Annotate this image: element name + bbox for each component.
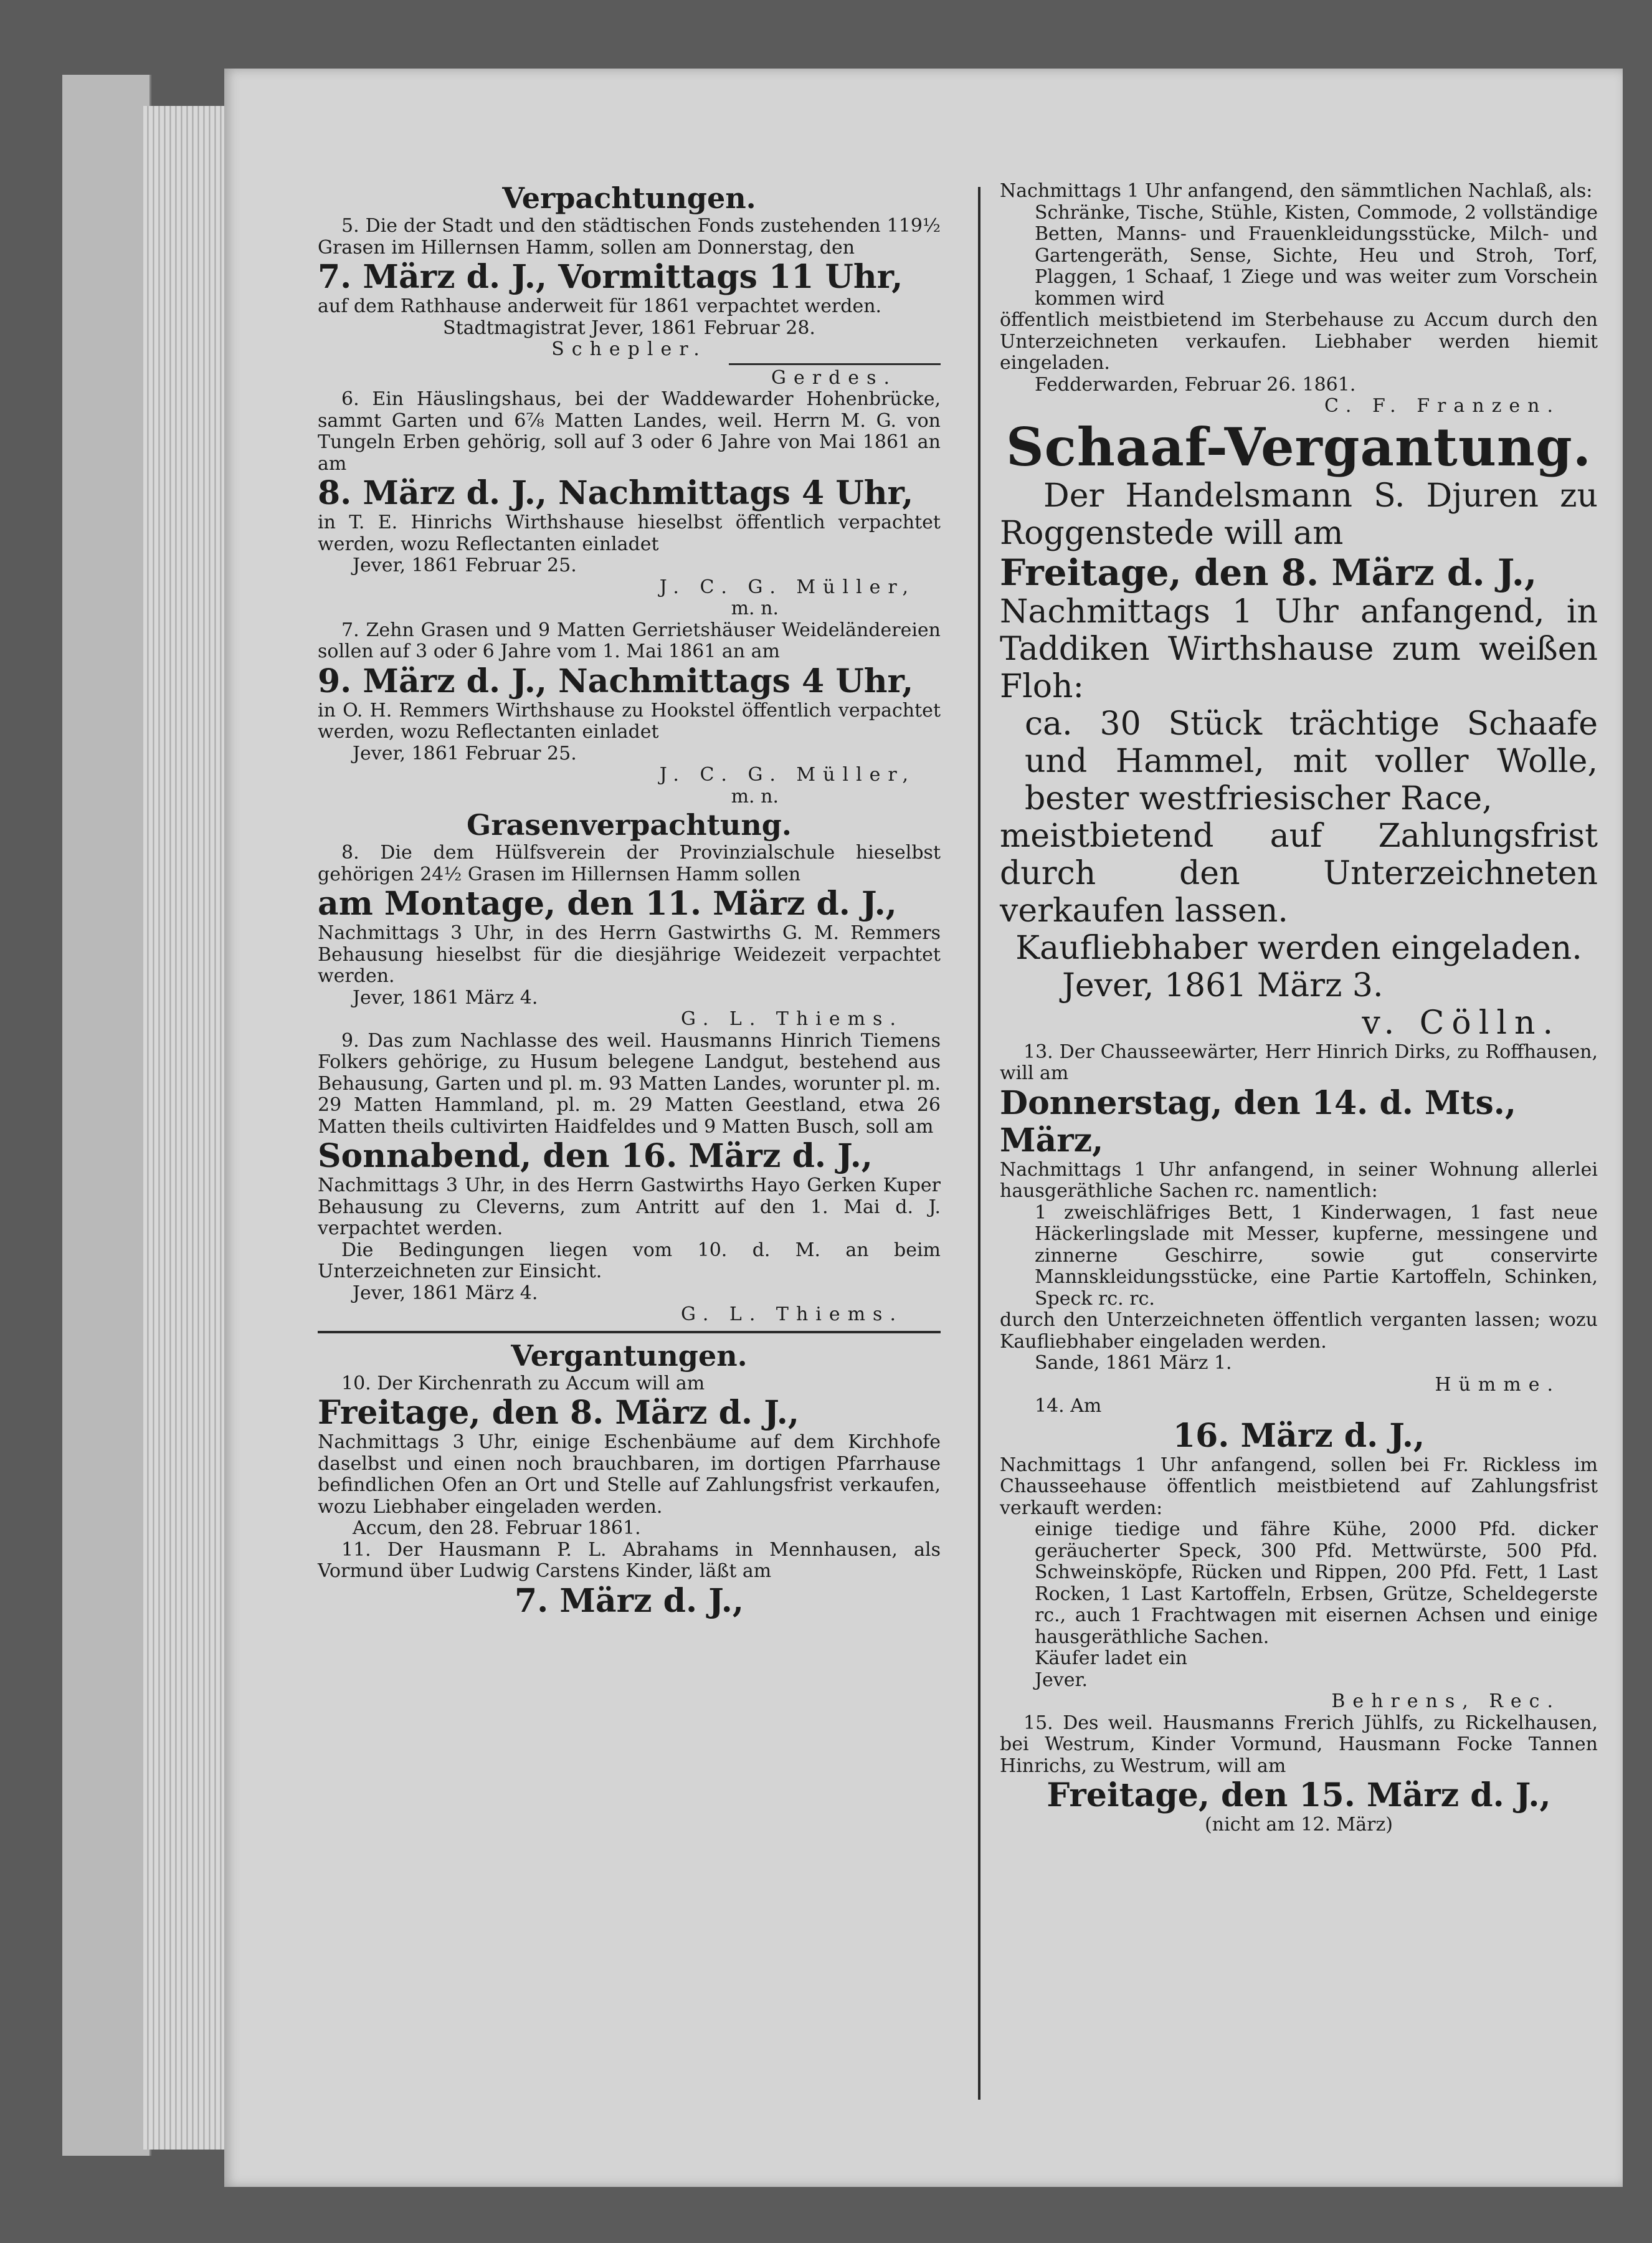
column-rule <box>978 187 980 2100</box>
schaaf-items: ca. 30 Stück trächtige Schaafe und Hammel, mit voller Wolle, bester westfriesischer Race, <box>1025 705 1598 817</box>
notice-7-signature-2: m. n. <box>731 785 779 807</box>
section-heading-vergantungen: Vergantungen. <box>511 1338 748 1373</box>
notice-6-signature: J. C. G. Müller, <box>659 576 916 598</box>
notice-13-place: Sande, 1861 März 1. <box>1035 1352 1232 1374</box>
notice-5-place: Stadtmagistrat Jever, 1861 Februar 28. <box>443 317 815 339</box>
notice-11-signature: C. F. Franzen. <box>1324 395 1560 417</box>
notice-13-rest-2: durch den Unterzeichneten öffentlich verganten lassen; wozu Kaufliebhaber eingeladen werden. <box>1000 1309 1598 1353</box>
notice-5-rest: auf dem Rathhause anderweit für 1861 verpachtet werden. <box>318 295 882 317</box>
notice-7-date: 9. März d. J., Nachmittags 4 Uhr, <box>318 662 914 700</box>
heading-schaaf-vergantung: Schaaf-Vergantung. <box>1006 416 1592 478</box>
notice-11: 11. Der Hausmann P. L. Abrahams in Mennhausen, als Vormund über Ludwig Carstens Kinder, läßt am <box>318 1538 941 1582</box>
notice-10-date: Freitage, den 8. März d. J., <box>318 1394 799 1432</box>
schaaf-terms: meistbietend auf Zahlungsfrist durch den Unterzeichneten verkaufen lassen. <box>1000 817 1598 930</box>
notice-14-rest: Nachmittags 1 Uhr anfangend, sollen bei Fr. Rickless im Chausseehause öffentlich meistbietend auf Zahlungsfrist verkauft werden: <box>1000 1454 1598 1519</box>
notice-15-note: (nicht am 12. März) <box>1205 1814 1393 1836</box>
notice-13: 13. Der Chausseewärter, Herr Hinrich Dirks, zu Roffhausen, will am <box>1000 1041 1598 1084</box>
notice-14: 14. Am <box>1035 1395 1102 1417</box>
notice-9-rest: Nachmittags 3 Uhr, in des Herrn Gastwirths Hayo Gerken Kuper Behausung zu Cleverns, zum Antritt auf den 1. Mai d. J. verpachtet werden. <box>318 1174 941 1239</box>
left-column <box>318 181 941 1620</box>
notice-8: 8. Die dem Hülfsverein der Provinzialschule hieselbst gehörigen 24½ Grasen im Hillernsen Hamm sollen <box>318 842 941 885</box>
notice-9-place: Jever, 1861 März 4. <box>353 1282 538 1304</box>
page-edges <box>143 106 237 2150</box>
notice-6-signature-2: m. n. <box>731 598 779 619</box>
notice-11-date: 7. März d. J., <box>514 1581 744 1620</box>
right-column <box>1000 181 1598 1836</box>
notice-7-rest: in O. H. Remmers Wirthshause zu Hookstel öffentlich verpachtet werden, wozu Reflectanten einladet <box>318 699 941 743</box>
schaaf-time-place: Nachmittags 1 Uhr anfangend, in Taddiken Wirthshause zum weißen Floh: <box>1000 593 1598 705</box>
notice-5-signature: Schepler. <box>551 338 707 360</box>
notice-8-place: Jever, 1861 März 4. <box>353 986 538 1009</box>
schaaf-invite: Kaufliebhaber werden eingeladen. <box>1015 929 1582 967</box>
notice-5-signature-2: Gerdes. <box>771 366 897 389</box>
notice-9-date: Sonnabend, den 16. März d. J., <box>318 1137 873 1175</box>
notice-11-place: Fedderwarden, Februar 26. 1861. <box>1035 373 1356 396</box>
notice-6-place: Jever, 1861 Februar 25. <box>353 555 577 576</box>
notice-7: 7. Zehn Grasen und 9 Matten Gerrietshäuser Weideländereien sollen auf 3 oder 6 Jahre vom 1. Mai 1861 an am <box>318 619 941 662</box>
notice-9-rest-2: Die Bedingungen liegen vom 10. d. M. an beim Unterzeichneten zur Einsicht. <box>318 1239 941 1282</box>
schaaf-date: Freitage, den 8. März d. J., <box>1000 551 1537 594</box>
section-heading-grasenverpachtung: Grasenverpachtung. <box>467 808 792 842</box>
notice-10: 10. Der Kirchenrath zu Accum will am <box>341 1372 705 1394</box>
notice-15: 15. Des weil. Hausmanns Frerich Jühlfs, zu Rickelhausen, bei Westrum, Kinder Vormund, Hausmann Focke Tannen Hinrichs, zu Westrum, will am <box>1000 1712 1598 1777</box>
notice-7-place: Jever, 1861 Februar 25. <box>353 742 577 764</box>
notice-6-date: 8. März d. J., Nachmittags 4 Uhr, <box>318 474 914 512</box>
notice-13-rest: Nachmittags 1 Uhr anfangend, in seiner Wohnung allerlei hausgeräthliche Sachen rc. namentlich: <box>1000 1158 1598 1202</box>
notice-13-items: 1 zweischläfriges Bett, 1 Kinderwagen, 1 fast neue Häckerlingslade mit Messer, kupferne, messingene und zinnerne Geschirre, sowie gut conservirte Mannskleidungsstücke, eine Partie Kartoffeln, Schinken, Speck rc. rc. <box>1035 1201 1598 1310</box>
notice-14-place: Jever. <box>1035 1669 1088 1691</box>
notice-5-date: 7. März d. J., Vormittags 11 Uhr, <box>318 258 903 296</box>
notice-11-items-rest: öffentlich meistbietend im Sterbehause zu Accum durch den Unterzeichneten verkaufen. Liebhaber werden hiemit eingeladen. <box>1000 309 1598 374</box>
book-binding <box>62 75 151 2156</box>
notice-15-date: Freitage, den 15. März d. J., <box>1047 1776 1551 1814</box>
notice-5: 5. Die der Stadt und den städtischen Fonds zustehenden 119½ Grasen im Hillernsen Hamm, sollen am Donnerstag, den <box>318 215 941 259</box>
notice-8-date: am Montage, den 11. März d. J., <box>318 885 897 923</box>
schaaf-place: Jever, 1861 März 3. <box>1062 966 1384 1004</box>
notice-10-place: Accum, den 28. Februar 1861. <box>353 1517 641 1539</box>
notice-10-rest: Nachmittags 3 Uhr, einige Eschenbäume auf dem Kirchhofe daselbst und einen noch brauchbaren, im dortigen Pfarrhause befindlichen Ofen an Ort und Stelle auf Zahlungsfrist verkaufen, wozu Liebhaber eingeladen werden. <box>318 1431 941 1518</box>
notice-11-items: Schränke, Tische, Stühle, Kisten, Commode, 2 vollständige Betten, Manns- und Frauenkleidungsstücke, Milch- und Gartengeräth, Sense, Sichte, Heu und Stroh, Torf, Plaggen, 1 Schaaf, 1 Ziege und was weiter zum Vorschein kommen wird <box>1035 201 1598 310</box>
notice-7-signature: J. C. G. Müller, <box>659 764 916 786</box>
notice-9-signature: G. L. Thiems. <box>680 1303 903 1325</box>
notice-6-rest: in T. E. Hinrichs Wirthshause hieselbst öffentlich verpachtet werden, wozu Reflectanten einladet <box>318 512 941 555</box>
notice-14-signature: Behrens, Rec. <box>1331 1690 1560 1712</box>
notice-14-buyer: Käufer ladet ein <box>1035 1647 1188 1669</box>
section-divider <box>318 1331 941 1333</box>
notice-6: 6. Ein Häuslingshaus, bei der Waddewarder Hohenbrücke, sammt Garten und 6⅞ Matten Landes, weil. Herrn M. G. von Tungeln Erben gehörig, soll auf 3 oder 6 Jahre von Mai 1861 an am <box>318 388 941 475</box>
notice-14-date: 16. März d. J., <box>1172 1416 1425 1455</box>
notice-13-date: Donnerstag, den 14. d. Mts., März, <box>1000 1083 1516 1160</box>
schaaf-intro: Der Handelsmann S. Djuren zu Roggenstede will am <box>1000 477 1598 552</box>
section-heading-verpachtungen: Verpachtungen. <box>502 181 756 215</box>
notice-8-signature: G. L. Thiems. <box>680 1008 903 1030</box>
notice-14-items: einige tiedige und fähre Kühe, 2000 Pfd. dicker geräucherter Speck, 300 Pfd. Mettwürste, 500 Pfd. Schweinsköpfe, Rücken und Rippen, 200 Pfd. Fett, 1 Last Rocken, 1 Last Kartoffeln, Erbsen, Grütze, Scheldegerste rc., auch 1 Frachtwagen mit eisernen Achsen und einige hausgeräthliche Sachen. <box>1035 1518 1598 1648</box>
schaaf-signature: v. Cölln. <box>1362 1004 1560 1042</box>
divider <box>729 363 941 365</box>
newspaper-page <box>224 69 1623 2187</box>
notice-8-rest: Nachmittags 3 Uhr, in des Herrn Gastwirths G. M. Remmers Behausung hieselbst für die diesjährige Weidezeit verpachtet werden. <box>318 922 941 987</box>
notice-9: 9. Das zum Nachlasse des weil. Hausmanns Hinrich Tiemens Folkers gehörige, zu Husum belegene Landgut, bestehend aus Behausung, Garten und pl. m. 93 Matten Landes, worunter pl. m. 29 Matten Hammland, pl. m. 29 Matten Geestland, etwa 26 Matten theils cultivirten Haidfeldes und 9 Matten Busch, soll am <box>318 1029 941 1138</box>
notice-11-continued: Nachmittags 1 Uhr anfangend, den sämmtlichen Nachlaß, als: <box>1000 180 1593 202</box>
notice-13-signature: Hümme. <box>1435 1373 1560 1396</box>
